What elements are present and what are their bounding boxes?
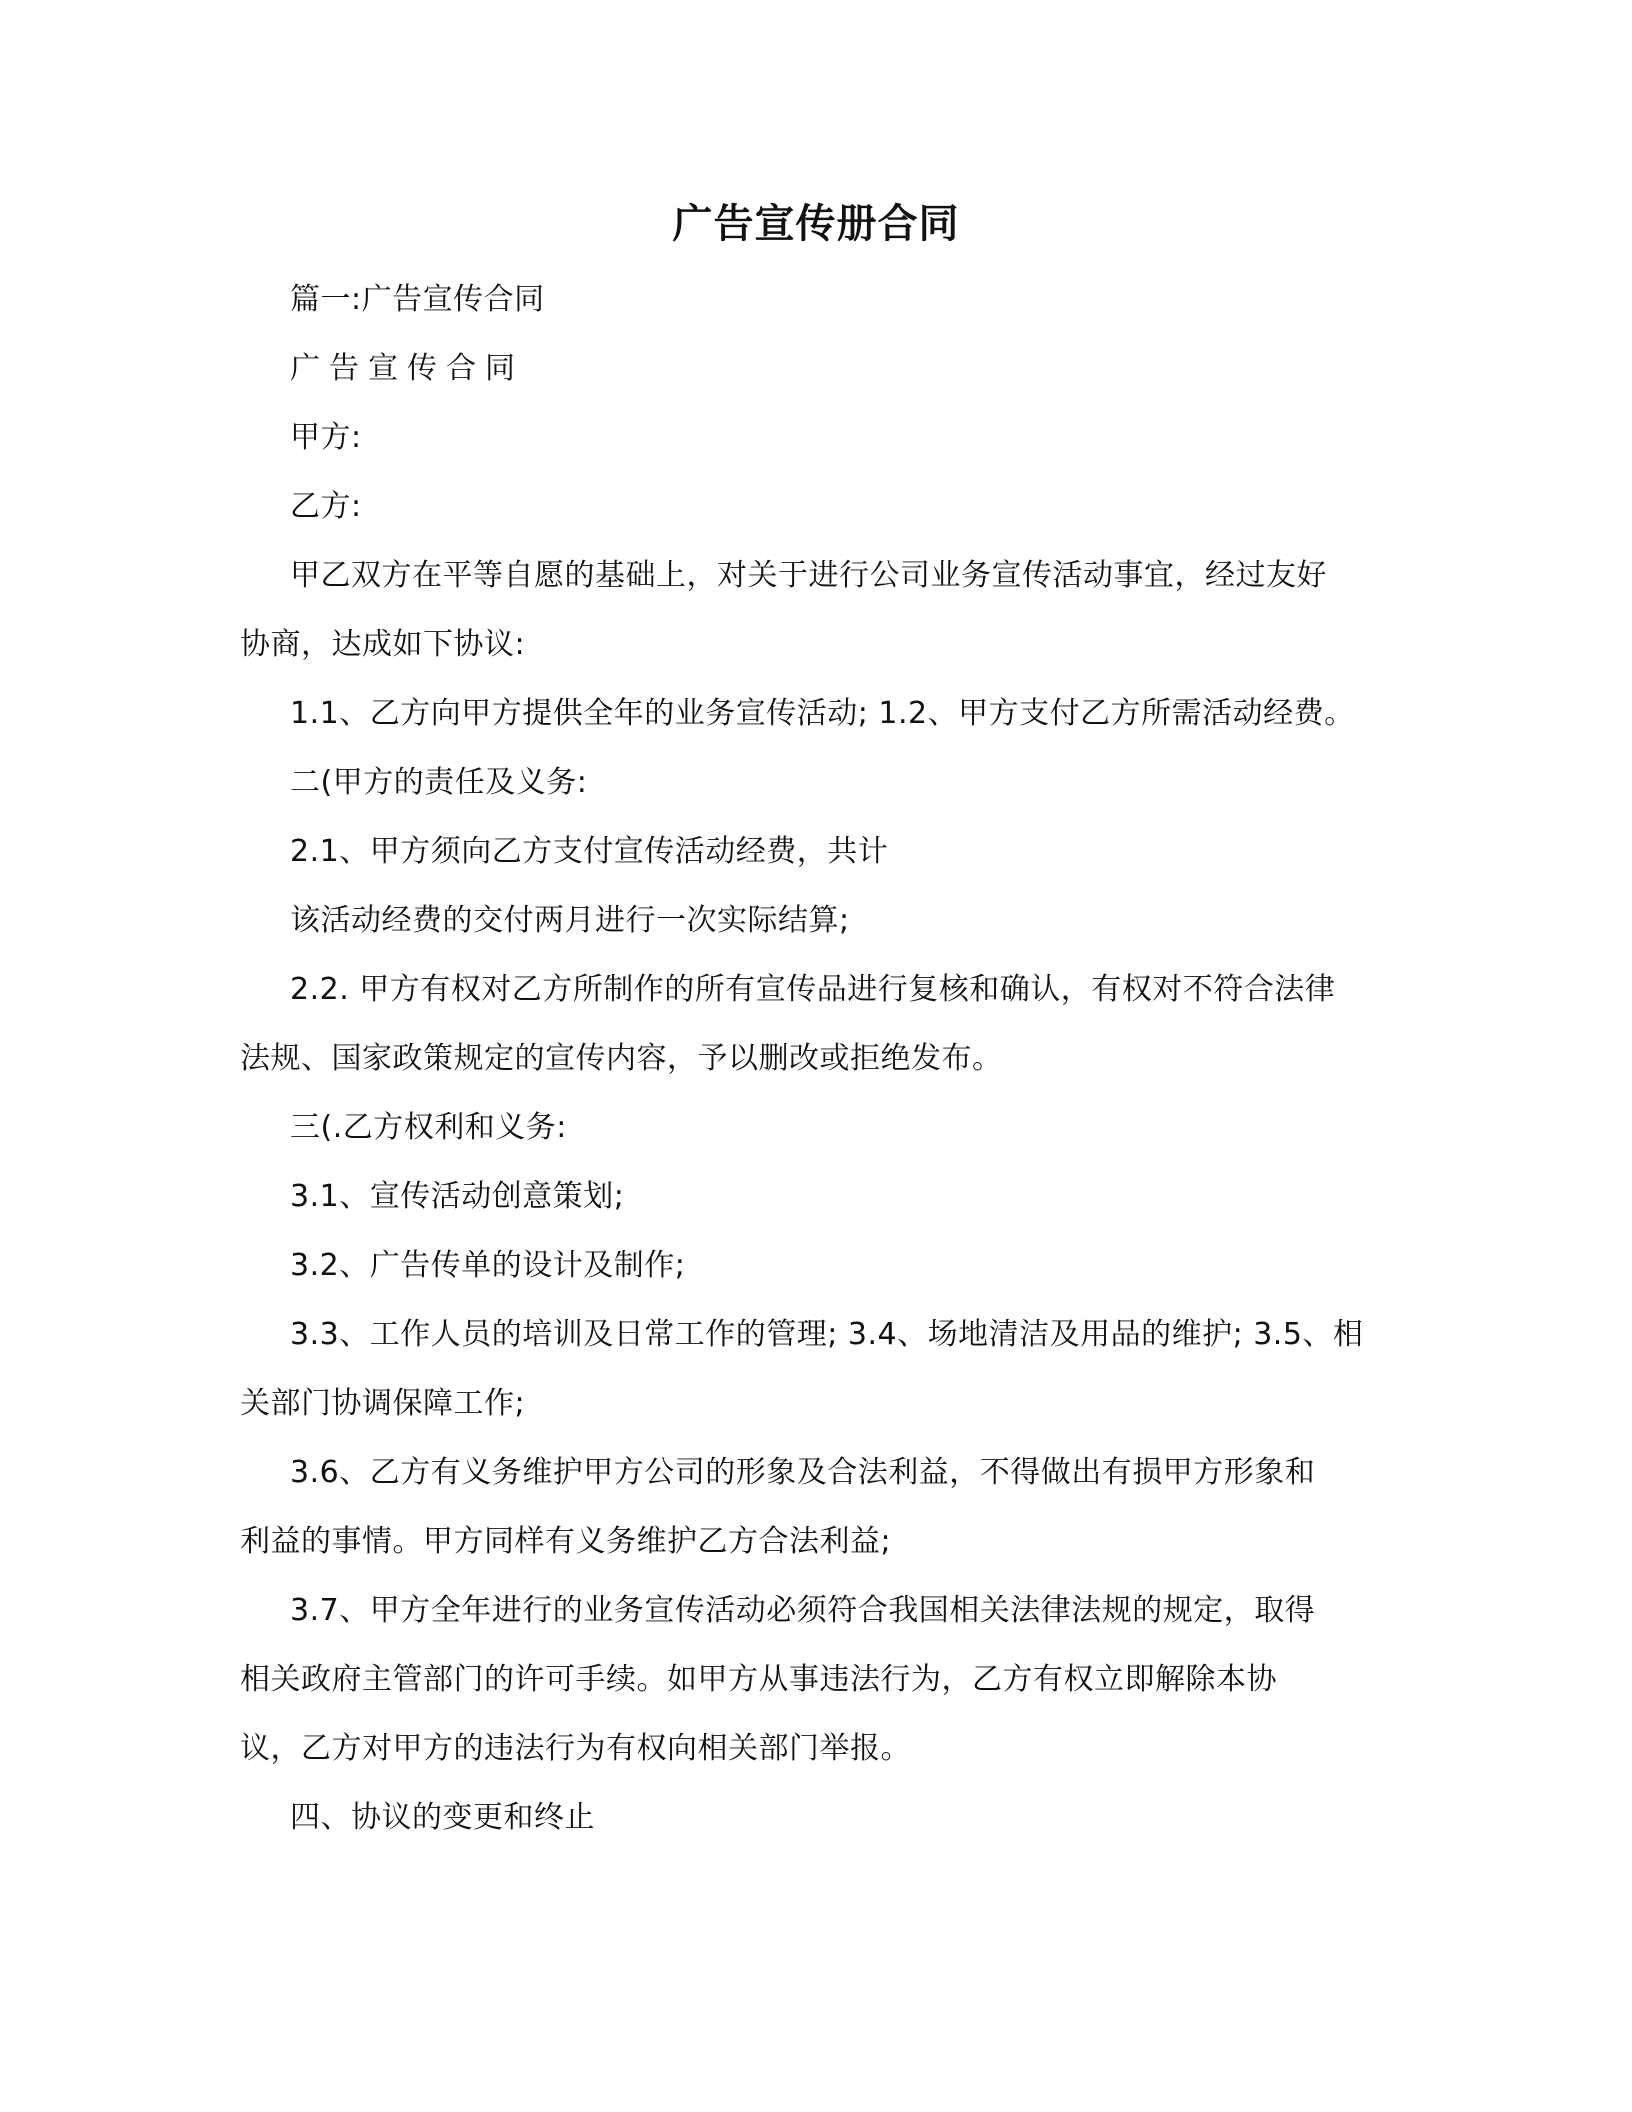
- section-heading-four: 四、协议的变更和终止: [290, 1800, 595, 1835]
- section-heading-part-one: 篇一:广告宣传合同: [290, 282, 545, 317]
- paragraph-line: 协商，达成如下协议:: [240, 627, 526, 662]
- document-title: 广告宣传册合同: [672, 201, 960, 247]
- paragraph-line: 2.2. 甲方有权对乙方所制作的所有宣传品进行复核和确认，有权对不符合法律: [290, 972, 1336, 1007]
- paragraph-line: 3.1、宣传活动创意策划;: [290, 1179, 625, 1214]
- section-heading-three: 三(.乙方权利和义务:: [290, 1110, 567, 1145]
- party-a-label: 甲方:: [290, 420, 362, 455]
- paragraph-line: 该活动经费的交付两月进行一次实际结算;: [290, 903, 850, 938]
- paragraph-line: 关部门协调保障工作;: [240, 1386, 526, 1421]
- contract-heading: 广告宣传合同: [290, 351, 524, 386]
- paragraph-line: 甲乙双方在平等自愿的基础上，对关于进行公司业务宣传活动事宜，经过友好: [290, 558, 1327, 593]
- section-heading-two: 二(甲方的责任及义务:: [290, 765, 588, 800]
- paragraph-line: 议，乙方对甲方的违法行为有权向相关部门举报。: [240, 1731, 911, 1766]
- paragraph-line: 3.6、乙方有义务维护甲方公司的形象及合法利益，不得做出有损甲方形象和: [290, 1455, 1316, 1490]
- paragraph-line: 相关政府主管部门的许可手续。如甲方从事违法行为，乙方有权立即解除本协: [240, 1662, 1277, 1697]
- paragraph-line: 3.7、甲方全年进行的业务宣传活动必须符合我国相关法律法规的规定，取得: [290, 1593, 1316, 1628]
- party-b-label: 乙方:: [290, 489, 362, 524]
- paragraph-line: 3.3、工作人员的培训及日常工作的管理; 3.4、场地清洁及用品的维护; 3.5、相: [290, 1317, 1364, 1352]
- paragraph-line: 2.1、甲方须向乙方支付宣传活动经费，共计: [290, 834, 889, 869]
- paragraph-line: 利益的事情。甲方同样有义务维护乙方合法利益;: [240, 1524, 892, 1559]
- paragraph-line: 1.1、乙方向甲方提供全年的业务宣传活动; 1.2、甲方支付乙方所需活动经费。: [290, 696, 1355, 731]
- paragraph-line: 法规、国家政策规定的宣传内容，予以删改或拒绝发布。: [240, 1041, 1003, 1076]
- paragraph-line: 3.2、广告传单的设计及制作;: [290, 1248, 686, 1283]
